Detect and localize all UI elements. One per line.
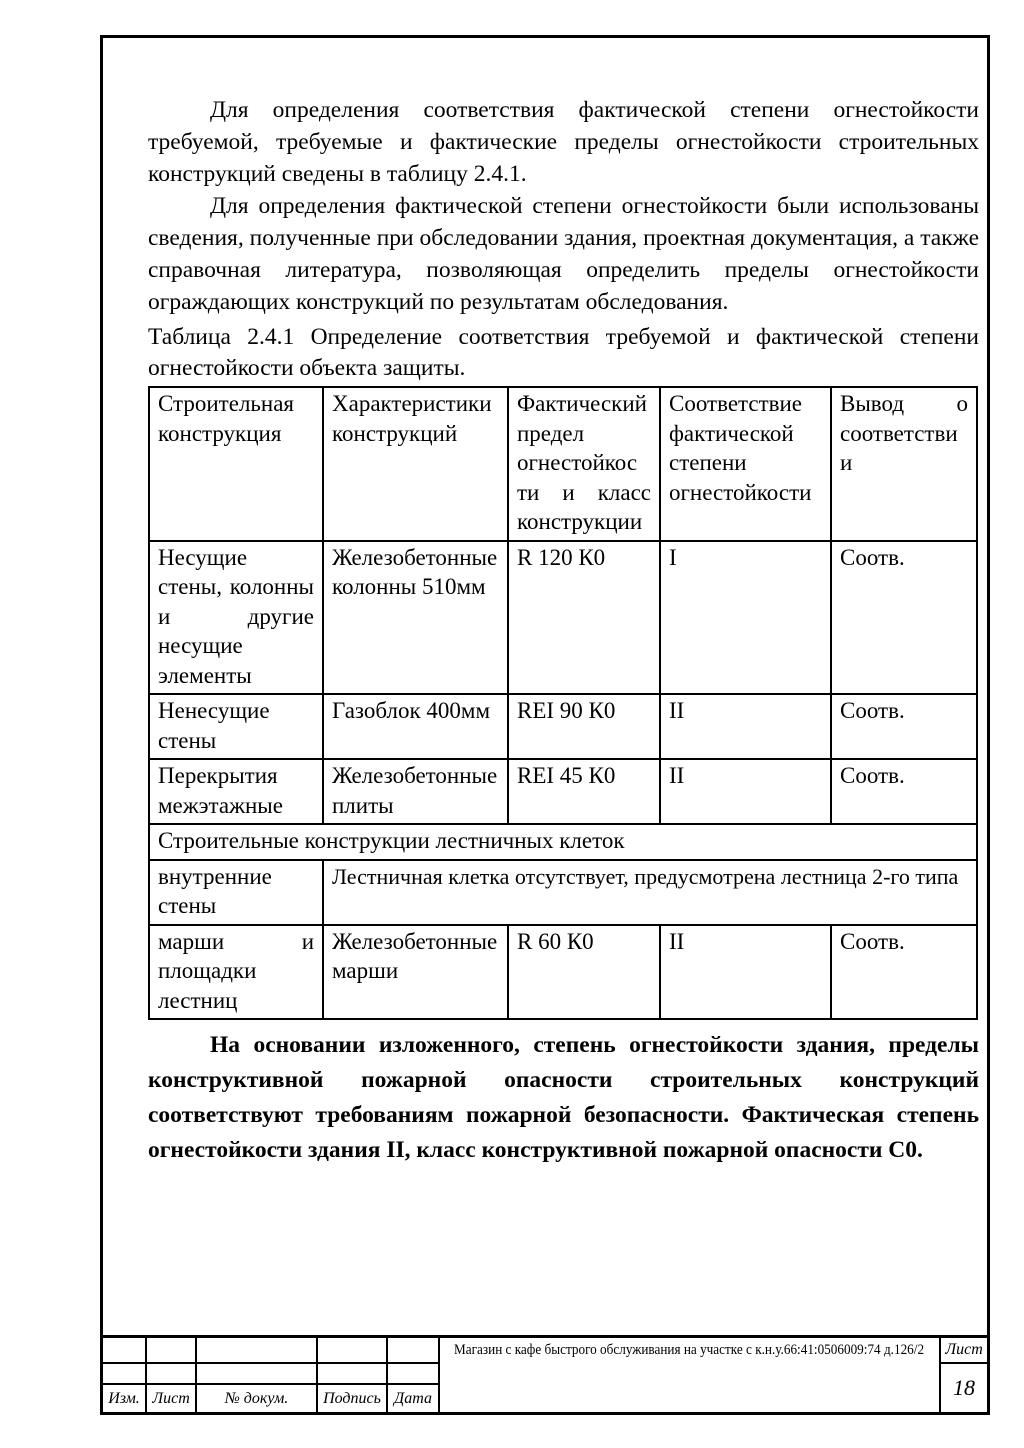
revision-grid-cell (147, 1338, 197, 1364)
table-row (149, 925, 977, 1020)
header-cell-conformity-degree: Соответствие фактической степени огнестойкости (660, 387, 831, 541)
table-cell: Соотв. (831, 541, 977, 695)
revision-grid-cell (388, 1338, 440, 1364)
table-cell: REI 90 К0 (508, 694, 660, 759)
revision-grid-cell (103, 1364, 147, 1385)
table-section-row (149, 824, 977, 860)
table-row (149, 541, 977, 695)
table-caption: Таблица 2.4.1 Определение соответствия требуемой и фактической степени огнестойкости объекта защиты. (148, 324, 979, 381)
table-cell: II (660, 694, 831, 759)
table-row (149, 694, 977, 759)
table-cell: REI 45 К0 (508, 759, 660, 824)
table-cell: Соотв. (831, 759, 977, 824)
revision-grid-cell (388, 1364, 440, 1385)
conclusion-paragraph: На основании изложенного, степень огнестойкости здания, пределы конструктивной пожарной опасности строительных конструкций соответствуют требованиям пожарной безопасности. Фактическая степень огнестойкости здания II, класс конструктивной пожарной опасности С0. (148, 1032, 979, 1163)
table-cell: R 60 К0 (508, 925, 660, 1020)
revision-grid (103, 1338, 440, 1412)
sheet-number: 18 (953, 1375, 975, 1400)
label-podpis: Подпись (318, 1385, 388, 1412)
header-cell-construction: Строительная конструкция (149, 387, 323, 541)
sheet-label: Лист (941, 1338, 987, 1364)
revision-grid-cell (197, 1364, 318, 1385)
table-cell: Соотв. (831, 925, 977, 1020)
table-cell: марши и площадки лестниц (149, 925, 323, 1020)
revision-grid-cell (318, 1338, 388, 1364)
header-cell-conclusion: Вывод о соответстви и (831, 387, 977, 541)
table-cell: Железобетонные марши (323, 925, 508, 1020)
revision-grid-cell (103, 1338, 147, 1364)
table-cell: внутренние стены (149, 860, 323, 925)
table-cell: Железобетонные плиты (323, 759, 508, 824)
table-cell: Газоблок 400мм (323, 694, 508, 759)
page-content (148, 38, 979, 1168)
table-cell: II (660, 925, 831, 1020)
section-row-cell: Строительные конструкции лестничных клеток (149, 824, 977, 860)
table-span-row (149, 860, 977, 925)
table-header-row (149, 387, 977, 541)
paragraph-intro-1: Для определения соответствия фактической степени огнестойкости требуемой, требуемые и фактические пределы огнестойкости строительных конструкций сведены в таблицу 2.4.1. (148, 97, 979, 187)
span-row-value-cell: Лестничная клетка отсутствует, предусмотрена лестница 2-го типа (323, 860, 977, 925)
header-cell-characteristics: Характеристики конструкций (323, 387, 508, 541)
table-cell: R 120 К0 (508, 541, 660, 695)
table-cell: Несущие стены, колонны и другие несущие элементы (149, 541, 323, 695)
table-cell: I (660, 541, 831, 695)
label-num-dokum: № докум. (197, 1385, 318, 1412)
label-izm: Изм. (103, 1385, 147, 1412)
header-cell-actual-limit: Фактический предел огнестойкос ти и класс конструкции (508, 387, 660, 541)
fire-resistance-table (148, 386, 978, 1020)
table-row (149, 759, 977, 824)
title-block (103, 1335, 987, 1412)
project-title-cell (440, 1338, 941, 1412)
sheet-cell (941, 1338, 987, 1412)
page-frame (100, 35, 990, 1415)
table-cell: Железобетонные колонны 510мм (323, 541, 508, 695)
label-data: Дата (388, 1385, 440, 1412)
revision-grid-cell (318, 1364, 388, 1385)
table-cell: II (660, 759, 831, 824)
revision-grid-cell (197, 1338, 318, 1364)
table-cell: Соотв. (831, 694, 977, 759)
table-cell: Перекрытия межэтажные (149, 759, 323, 824)
paragraph-intro-2: Для определения фактической степени огнестойкости были использованы сведения, полученные при обследовании здания, проектная документация, а также справочная литература, позволяющая определить пределы огнестойкости ограждающих конструкций по результатам обследования. (148, 193, 979, 315)
table-cell: Ненесущие стены (149, 694, 323, 759)
label-list: Лист (147, 1385, 197, 1412)
project-title: Магазин с кафе быстрого обслуживания на участке с к.н.у.66:41:0506009:74 д.126/2 (454, 1342, 925, 1358)
revision-grid-cell (147, 1364, 197, 1385)
